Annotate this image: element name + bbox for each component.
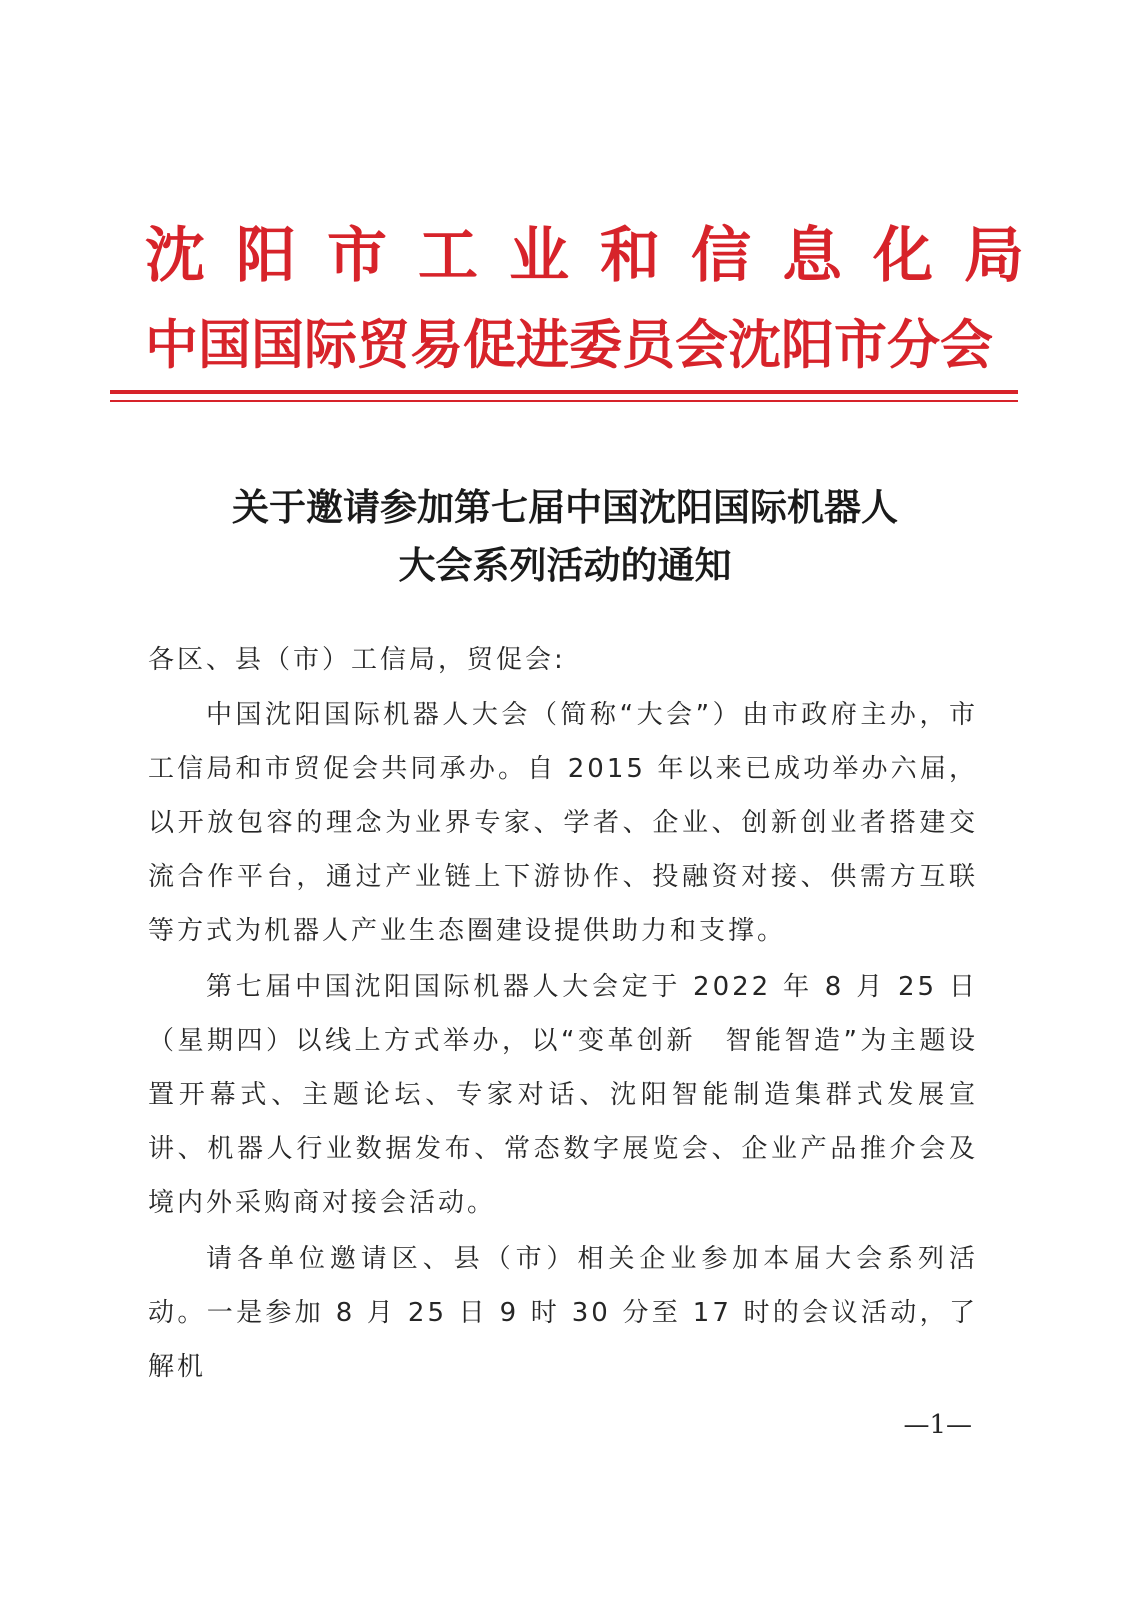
- paragraph-3: 请各单位邀请区、县（市）相关企业参加本届大会系列活动。一是参加 8 月 25 日 9 时 30 分至 17 时的会议活动，了解机: [148, 1244, 978, 1382]
- issuer-name-2: 中国国际贸易促进委员会沈阳市分会: [145, 315, 993, 376]
- document-title: [100, 478, 1030, 594]
- salutation: 各区、县（市）工信局，贸促会:: [148, 645, 566, 675]
- red-header-rule-thin: [110, 400, 1018, 402]
- red-header-rule-thick: [110, 390, 1018, 394]
- paragraph-2: 第七届中国沈阳国际机器人大会定于 2022 年 8 月 25 日（星期四）以线上方式举办，以“变革创新 智能智造”为主题设置开幕式、主题论坛、专家对话、沈阳智能制造集群式发展宣讲、机器人行业数据发布、常态数字展览会、企业产品推介会及境内外采购商对接会活动。: [148, 972, 978, 1218]
- issuer-name-1: 沈阳市工业和信息化局: [145, 221, 1055, 291]
- document-title-line-2: 大会系列活动的通知: [398, 543, 732, 587]
- document-title-line-1: 关于邀请参加第七届中国沈阳国际机器人: [232, 485, 898, 529]
- page-number: —1—: [903, 1410, 972, 1440]
- paragraph-1: 中国沈阳国际机器人大会（简称“大会”）由市政府主办，市工信局和市贸促会共同承办。自 2015 年以来已成功举办六届，以开放包容的理念为业界专家、学者、企业、创新创业者搭建交流合作平台，通过产业链上下游协作、投融资对接、供需方互联等方式为机器人产业生态圈建设提供助力和支撑。: [148, 700, 978, 946]
